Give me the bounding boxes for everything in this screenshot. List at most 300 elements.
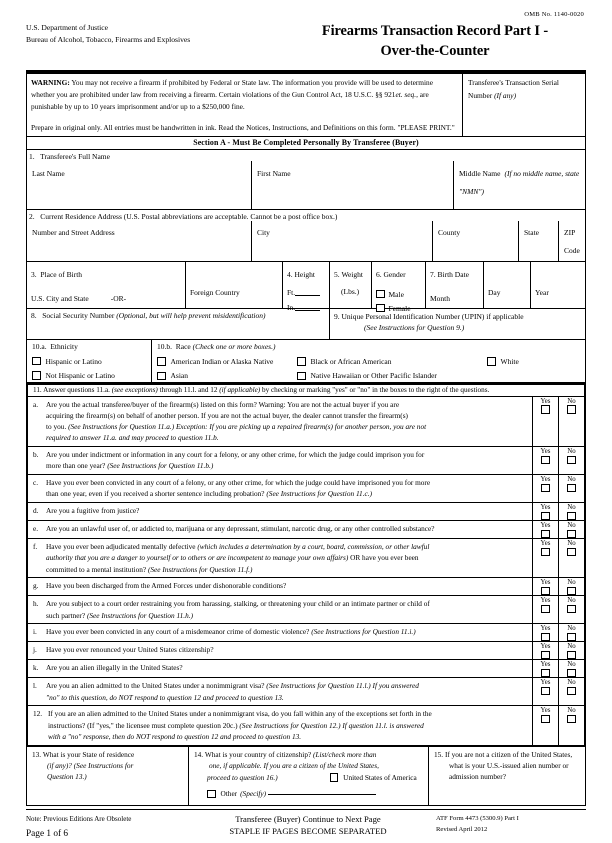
checkbox-icon[interactable] [567,605,576,614]
question-11-intro [26,383,586,397]
checkbox-icon[interactable] [297,357,306,366]
state-field[interactable] [518,221,558,261]
question-line [33,680,528,691]
question-15-line3: admission number? [434,771,581,782]
answer-no-label: No [567,597,575,604]
form-number: ATF Form 4473 (5300.9) Part I [436,813,586,824]
question-letter: i. [33,626,46,637]
answer-no-label: No [567,661,575,668]
question-text-plain: Are you an unlawful user of, or addicted to, marijuana or any depressant, stimulant, narcotic drug, or any other controlled substance? [46,524,434,533]
checkbox-icon[interactable] [541,587,550,596]
answer-no-cell[interactable] [558,642,584,659]
question-14-line2: one, if applicable. If you are a citizen of the United States, [194,760,424,771]
street-address-label: Number and Street Address [32,228,115,237]
ethnicity-option-label: Not Hispanic or Latino [46,371,115,380]
checkbox-icon[interactable] [330,773,339,782]
checkbox-icon[interactable] [541,512,550,521]
question-text-italic: with a "no" response, then do NOT respond to question 12 and proceed to question 13. [48,732,301,741]
question-line [33,488,528,499]
checkbox-icon[interactable] [32,357,41,366]
answer-no-cell[interactable] [558,521,584,538]
continue-notice: Transferee (Buyer) Continue to Next Page [206,813,410,825]
question-line [33,662,528,673]
question-7-number: 7. [430,270,436,279]
questions-13-to-15-row [26,747,586,806]
city-label: City [257,228,270,237]
question-text-plain: OR have you ever been [348,553,418,562]
checkbox-icon[interactable] [567,484,576,493]
race-option-american-indian[interactable] [157,357,297,366]
question-15-alien-number[interactable] [428,747,585,805]
checkbox-icon[interactable] [297,372,306,381]
checkbox-icon[interactable] [541,715,550,724]
form-title [278,21,586,62]
answer-no-cell[interactable] [558,503,584,520]
question-line [33,432,528,443]
race-option-label: White [501,357,519,366]
question-text [28,447,532,474]
question-2-block [26,210,586,262]
question-letter: f. [33,541,46,552]
footer-left [26,813,206,843]
question-14-country-of-citizenship [188,747,428,805]
race-option-asian[interactable] [157,371,297,380]
question-text-plain: If you are an alien admitted to the United States under a nonimmigrant visa, do you fall within any of the exceptions set forth in the [48,709,432,718]
question-text-italic: (See Instructions for Question 11.f.) [148,565,252,574]
race-option-white[interactable] [487,357,519,366]
question-line [33,552,528,563]
question-line [33,505,528,516]
question-10b-number: 10.b. [157,342,172,351]
race-options-row [157,357,585,366]
answer-yes-cell[interactable] [532,397,558,446]
agency-bureau: Bureau of Alcohol, Tobacco, Firearms and Explosives [26,34,278,46]
question-text-italic: authority that you are a danger to yourself or to others or are incompetent to manage your own affairs) [46,553,348,562]
question-letter: k. [33,662,46,673]
zip-code-label: ZIP Code [564,228,580,255]
answer-yes-cell[interactable] [532,539,558,577]
checkbox-icon[interactable] [541,651,550,660]
checkbox-icon[interactable] [541,633,550,642]
question-13-line3: Question 13.) [32,771,184,782]
staple-notice: STAPLE IF PAGES BECOME SEPARATED [206,825,410,837]
warning-text [27,74,462,136]
birth-month-label: Month [430,294,483,304]
checkbox-icon[interactable] [567,456,576,465]
question-9-hint: (See Instructions for Question 9.) [334,322,585,334]
question-line [33,644,528,655]
question-14-line1-italic: (List/check more than [313,750,376,759]
question-text [28,706,532,744]
citizenship-other-option[interactable] [194,788,424,799]
race-option-label: Black or African American [311,357,392,366]
answer-yes-cell[interactable] [532,521,558,538]
ethnicity-option-hispanic[interactable] [32,357,151,366]
foreign-country-field[interactable] [185,262,282,308]
birth-day-field[interactable] [483,262,530,308]
question-1-number: 1. [29,152,35,161]
question-text-plain: Have you been discharged from the Armed Forces under dishonorable conditions? [46,581,286,590]
question-1-block [26,150,586,210]
question-line [33,564,528,575]
zip-code-field[interactable] [558,221,585,261]
street-address-field[interactable] [27,221,251,261]
question-letter: g. [33,580,46,591]
question-2-label: Current Residence Address (U.S. Postal abbreviations are acceptable. Cannot be a post office box.) [40,212,337,221]
citizenship-other-input[interactable] [268,794,376,795]
question-14-line1: What is your country of citizenship? [205,750,313,759]
question-row [28,678,584,706]
answer-yes-cell[interactable] [532,447,558,474]
ethnicity-option-not-hispanic[interactable] [32,371,151,380]
answer-no-label: No [567,504,575,511]
checkbox-icon[interactable] [567,651,576,660]
race-option-label: Native Hawaiian or Other Pacific Islander [311,371,437,380]
last-name-label: Last Name [32,169,65,178]
question-5-number: 5. [334,270,340,279]
question-text-italic: (See Instructions for Question 11.c.) [266,489,372,498]
answer-no-label: No [567,643,575,650]
question-7-birth-date[interactable] [425,262,483,308]
question-row [28,503,584,521]
answer-no-cell[interactable] [558,539,584,577]
answer-yes-label: Yes [541,522,551,529]
agency-block [26,21,278,47]
height-feet-input[interactable] [287,288,329,297]
race-option-black[interactable] [297,357,487,366]
weight-units: (Lbs.) [334,287,371,297]
birth-year-field[interactable] [530,262,585,308]
question-11-intro-a-italic: (see exceptions) [112,386,158,394]
question-line [33,580,528,591]
form-title-line2: Over-the-Counter [284,41,586,61]
questions-8-9-row [26,309,586,340]
race-options [157,357,585,381]
checkbox-icon[interactable] [541,669,550,678]
question-11-intro-a: Answer questions 11.a. [43,386,110,394]
question-text-italic: (which includes a determination by a court, board, commission, or other lawful [197,542,429,551]
question-letter: l. [33,680,46,691]
answer-yes-cell[interactable] [532,642,558,659]
question-letter: a. [33,399,46,410]
question-text [28,578,532,595]
question-line [33,610,528,621]
page-footer [26,810,586,843]
question-text-italic: (See Instructions for Question 11.h.) [87,611,193,620]
us-city-state-row [31,294,185,303]
question-13-line1: What is your State of residence [43,750,134,759]
question-text [28,475,532,502]
question-11-intro-c: by checking or marking "yes" or "no" in the boxes to the right of the questions. [262,386,489,394]
answer-no-cell[interactable] [558,596,584,623]
question-10a-number: 10.a. [32,342,47,351]
question-text-plain: such partner? [46,611,87,620]
race-option-label: Asian [171,371,189,380]
form-title-line1: Firearms Transaction Record Part I - [284,21,586,41]
answer-no-cell[interactable] [558,578,584,595]
question-text [28,624,532,641]
serial-number-field[interactable] [462,74,585,136]
question-10b-race [151,340,585,382]
question-13-state-of-residence[interactable] [27,747,188,805]
prepare-paragraph: Prepare in original only. All entries must be handwritten in ink. Read the Notices, Instructions, and Definitions on this form. "PLEASE PRINT." [31,122,457,134]
county-label: County [438,228,460,237]
question-line [33,708,528,719]
checkbox-icon[interactable] [541,548,550,557]
question-line [33,460,528,471]
address-fields-row [27,221,585,261]
question-text-plain: Are you an alien admitted to the United States under a nonimmigrant visa? [46,681,266,690]
question-text [28,596,532,623]
question-text-italic: "no" to this question, do NOT respond to question 12 and proceed to question 13. [46,693,284,702]
warning-body-end: , are punishable by up to 10 years imprisonment and/or up to a $250,000 fine. [31,90,429,111]
or-separator: -OR- [111,294,126,303]
answer-no-cell[interactable] [558,447,584,474]
answer-yes-label: Yes [541,579,551,586]
question-text [28,397,532,446]
question-14-number: 14. [194,750,203,759]
checkbox-icon[interactable] [567,669,576,678]
question-letter: h. [33,598,46,609]
question-line [33,598,528,609]
question-letter: e. [33,523,46,534]
question-text-plain: Have you ever been adjudicated mentally defective [46,542,197,551]
answer-no-cell[interactable] [558,624,584,641]
checkbox-icon[interactable] [157,372,166,381]
question-row [28,706,584,746]
state-label: State [524,228,539,237]
question-text-italic: (See Instructions for Question 11.i.) [311,627,415,636]
question-1-title [27,150,585,161]
answer-yes-cell[interactable] [532,706,558,744]
last-name-field[interactable] [27,161,251,209]
checkbox-icon[interactable] [541,530,550,539]
answer-no-cell[interactable] [558,475,584,502]
warning-block [26,74,586,137]
question-11-number: 11. [33,386,42,394]
checkbox-icon[interactable] [541,456,550,465]
question-8-number: 8. [31,311,37,320]
race-option-label: American Indian or Alaska Native [171,357,274,366]
question-text-plain: Are you the actual transferee/buyer of the firearm(s) listed on this form? Warning: You are not the actual buyer if you are [46,400,399,409]
citizenship-usa-option[interactable] [194,772,424,783]
question-15-number: 15. [434,750,443,759]
middle-name-hint: (If no middle name, state "NMN") [459,169,579,196]
question-line [33,410,528,421]
question-9-label: Unique Personal Identification Number (UPIN) if applicable [342,312,524,321]
answer-yes-cell[interactable] [532,503,558,520]
question-line [33,626,528,637]
footer-note: Note: Previous Editions Are Obsolete [26,813,206,826]
warning-label: WARNING: [31,78,70,87]
questions-3-to-7-row [26,262,586,309]
checkbox-icon[interactable] [541,687,550,696]
page-number: Page 1 of 6 [26,826,206,843]
section-a-banner: Section A - Must Be Completed Personally By Transferee (Buyer) [26,137,586,150]
citizenship-usa-label: United States of America [343,772,417,783]
omb-number: OMB No. 1140-0020 [26,0,586,18]
checkbox-icon[interactable] [157,357,166,366]
checkbox-icon[interactable] [567,512,576,521]
answer-yes-cell[interactable] [532,475,558,502]
question-text-plain: committed to a mental institution? [46,565,148,574]
question-5-weight[interactable] [329,262,371,308]
question-text-plain: Have you ever been convicted in any court of a misdemeanor crime of domestic violence? [46,627,311,636]
question-line [33,541,528,552]
warning-paragraph [31,77,457,113]
question-10-row [26,340,586,383]
answer-yes-label: Yes [541,707,551,714]
question-5-label: Weight [342,270,363,279]
question-1-label: Transferee's Full Name [40,152,110,161]
question-line [33,449,528,460]
question-text [28,642,532,659]
form-header [26,21,586,62]
question-9-number: 9. [334,312,340,321]
answer-yes-label: Yes [541,597,551,604]
question-line [33,731,528,742]
question-text-plain: Have you ever renounced your United States citizenship? [46,645,214,654]
question-4-number: 4. [287,270,293,279]
first-name-field[interactable] [251,161,453,209]
checkbox-icon[interactable] [541,405,550,414]
question-row [28,447,584,475]
question-line [33,399,528,410]
checkbox-icon[interactable] [567,587,576,596]
checkbox-icon[interactable] [376,290,385,299]
question-line [33,477,528,488]
footer-center [206,813,410,843]
answer-yes-cell[interactable] [532,678,558,705]
answer-no-label: No [567,448,575,455]
answer-yes-cell[interactable] [532,578,558,595]
question-15-line1: If you are not a citizen of the United States, [445,750,572,759]
first-name-label: First Name [257,169,291,178]
answer-no-cell[interactable] [558,660,584,677]
birth-day-label: Day [488,288,530,298]
county-field[interactable] [432,221,518,261]
question-text-italic: (See Instructions for Question 11.l.) If you answered [266,681,419,690]
ethnicity-option-label: Hispanic or Latino [46,357,102,366]
question-3-label: Place of Birth [40,270,82,279]
middle-name-field[interactable] [453,161,585,209]
birth-year-label: Year [535,288,585,298]
question-text-plain: to you. [46,422,68,431]
checkbox-icon[interactable] [541,484,550,493]
question-row [28,475,584,503]
question-row [28,521,584,539]
question-6-label: Gender [384,270,406,279]
answer-yes-label: Yes [541,504,551,511]
question-text-italic: (See Instructions for Question 11.b.) [107,461,213,470]
answer-no-cell[interactable] [558,678,584,705]
question-row [28,660,584,678]
question-text [28,503,532,520]
answer-no-cell[interactable] [558,397,584,446]
checkbox-icon[interactable] [567,530,576,539]
warning-body-italic: et. seq. [395,90,416,99]
answer-no-label: No [567,540,575,547]
height-feet-rule [295,295,320,296]
question-10b-label: Race [176,342,191,351]
question-2-title [27,210,585,221]
answer-no-label: No [567,476,575,483]
checkbox-icon[interactable] [207,790,216,799]
checkbox-icon[interactable] [567,548,576,557]
question-10a-label: Ethnicity [50,342,78,351]
checkbox-icon[interactable] [32,371,41,380]
question-8-label: Social Security Number [42,311,114,320]
question-text-italic: (See Instructions for Question 12.) If question 11.l. is answered [239,721,423,730]
question-text-plain: Are you under indictment or information in any court for a felony, or any other crime, for which the judge could imprison you for [46,450,424,459]
checkbox-icon[interactable] [567,405,576,414]
answer-yes-cell[interactable] [532,660,558,677]
question-13-number: 13. [32,750,41,759]
answer-no-cell[interactable] [558,706,584,744]
question-4-height[interactable] [282,262,329,308]
checkbox-icon[interactable] [567,715,576,724]
question-letter: d. [33,505,46,516]
question-row [28,578,584,596]
agency-department: U.S. Department of Justice [26,22,278,34]
question-line [33,720,528,731]
serial-number-label: Transferee's Transaction Serial Number [468,78,559,100]
name-fields-row [27,161,585,209]
warning-body: You may not receive a firearm if prohibited by Federal or State law. The information you provide will be used to determine whether you are prohibited under law from receiving a firearm. Certain violations of the Gun Control Act, 18 U.S.C. §§ 921 [31,78,433,99]
city-field[interactable] [251,221,432,261]
question-10a-ethnicity [27,340,151,382]
foreign-country-label: Foreign Country [190,288,282,298]
question-text-plain: instructions? (If "yes," the licensee must complete question 20c.) [48,721,239,730]
question-7-label: Birth Date [438,270,469,279]
race-options-row [157,371,585,380]
answer-no-label: No [567,625,575,632]
question-6-number: 6. [376,270,382,279]
checkbox-icon[interactable] [541,605,550,614]
answer-yes-label: Yes [541,643,551,650]
checkbox-icon[interactable] [567,687,576,696]
questions-list [26,397,586,747]
answer-no-label: No [567,522,575,529]
question-row [28,596,584,624]
question-text-plain: than one year, even if you received a shorter sentence including probation? [46,489,266,498]
question-letter: c. [33,477,46,488]
question-6-gender [371,262,425,308]
serial-number-hint: (If any) [494,91,516,100]
question-row [28,397,584,447]
question-letter: j. [33,644,46,655]
answer-yes-cell[interactable] [532,596,558,623]
ethnicity-options [32,357,151,381]
question-text-plain: more than one year? [46,461,107,470]
gender-female-label: Female [389,304,411,313]
race-option-native-hawaiian[interactable] [297,371,487,380]
answer-yes-label: Yes [541,679,551,686]
question-13-line2: (if any)? (See Instructions for [32,760,184,771]
checkbox-icon[interactable] [567,633,576,642]
height-inches-label: In. [287,303,295,312]
question-9-upin-field[interactable] [329,309,585,339]
answer-yes-cell[interactable] [532,624,558,641]
checkbox-icon[interactable] [487,357,496,366]
question-text-plain: Are you subject to a court order restraining you from harassing, stalking, or threatening your child or an intimate partner or child of [46,599,430,608]
question-8-ssn-field[interactable] [27,309,329,339]
question-3-place-of-birth[interactable] [27,262,185,308]
question-text [28,678,532,705]
question-15-line2: what is your U.S.-issued alien number or [434,760,581,771]
gender-male-option[interactable] [376,290,425,299]
question-text-plain: Are you an alien illegally in the United States? [46,663,183,672]
